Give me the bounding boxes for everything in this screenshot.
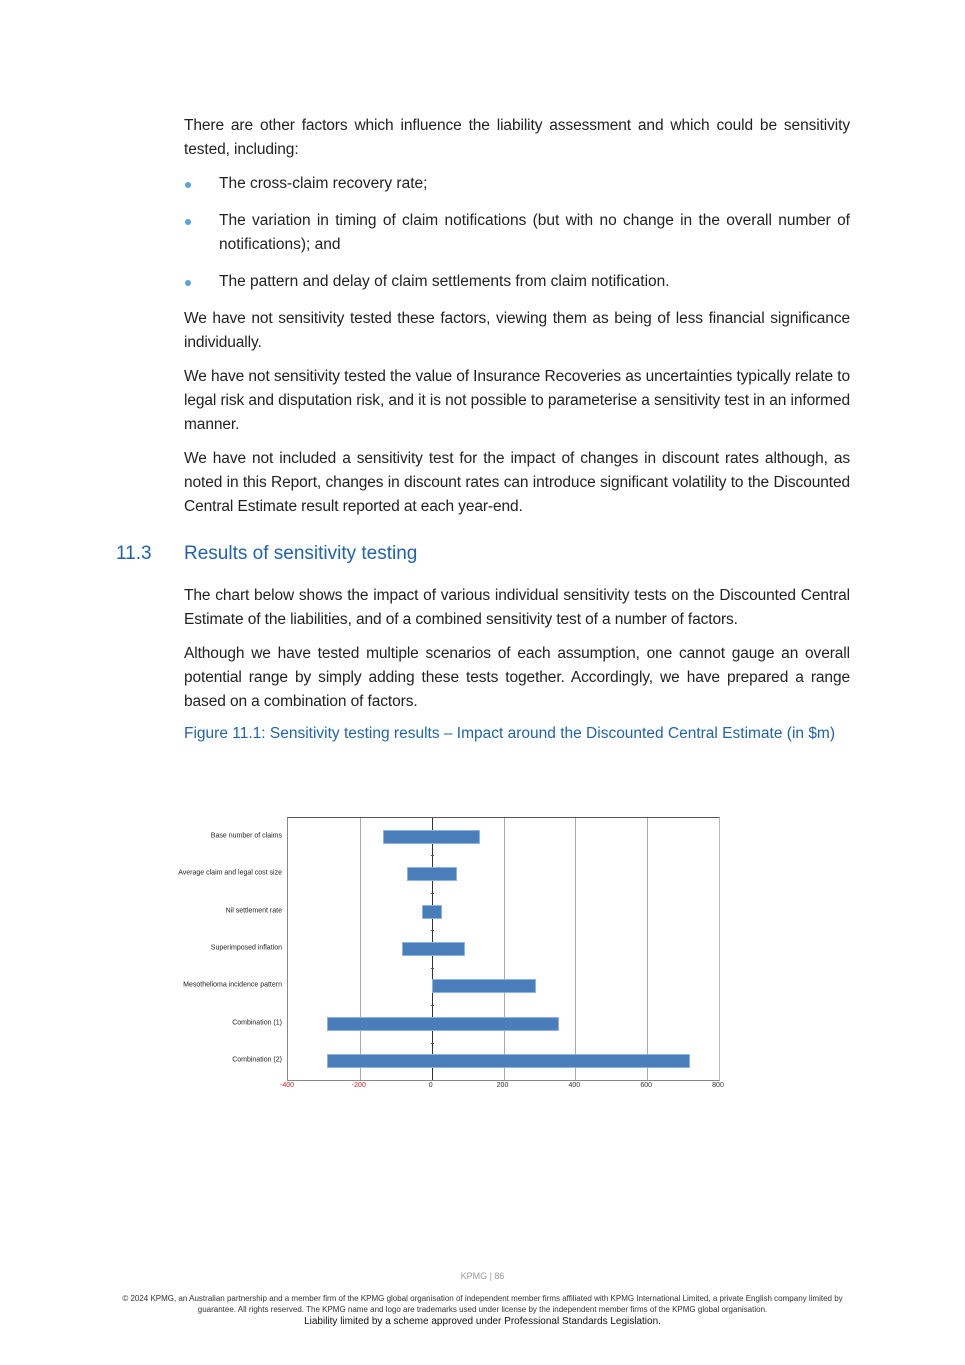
axis-tick <box>431 930 434 931</box>
paragraph: The chart below shows the impact of various individual sensitivity tests on the Discounted Central Estimate of the liabilities, and of a combined sensitivity test of a number of factors. <box>184 587 850 628</box>
bar <box>407 867 457 881</box>
x-tick-label: -200 <box>351 1082 366 1089</box>
bar <box>327 1017 559 1031</box>
axis-tick <box>431 1043 434 1044</box>
x-tick-label: -400 <box>279 1082 295 1089</box>
x-tick-label: 400 <box>568 1082 581 1089</box>
intro-paragraph: There are other factors which influence the liability assessment and which could be sensitivity tested, including: <box>184 117 850 158</box>
results-section <box>184 584 850 744</box>
plot-area <box>287 817 720 1081</box>
list-item: The cross-claim recovery rate; <box>184 172 850 196</box>
category-label: Superimposed inflation <box>210 944 282 952</box>
bar <box>383 830 480 844</box>
factor-list <box>184 172 850 294</box>
axis-tick <box>431 893 434 894</box>
bullet-icon <box>185 280 191 286</box>
x-tick-label: 600 <box>640 1082 652 1089</box>
bar <box>432 979 536 993</box>
paragraph: We have not sensitivity tested the value of Insurance Recoveries as uncertainties typically relate to legal risk and disputation risk, and it is not possible to parameterise a sensitivity test in an informed manner. <box>184 368 850 433</box>
gridline <box>360 818 361 1080</box>
category-label: Combination (1) <box>232 1019 282 1027</box>
list-item: The variation in timing of claim notifications (but with no change in the overall number of notifications); and <box>184 209 850 257</box>
bar <box>422 905 442 919</box>
sensitivity-chart <box>180 810 740 1100</box>
bar <box>327 1054 690 1068</box>
section-heading <box>116 543 417 565</box>
category-label: Combination (2) <box>232 1056 282 1064</box>
copyright-notice: © 2024 KPMG, an Australian partnership and a member firm of the KPMG global organisation of independent member firms affiliated with KPMG International Limited, a private English company limited by guarantee. All rights reserved. The KPMG name and logo are trademarks used under license by the independent member firms of the KPMG global organisation. <box>122 1294 843 1314</box>
x-tick-label: 200 <box>496 1082 509 1089</box>
axis-tick <box>431 968 434 969</box>
gridline <box>575 818 576 1080</box>
axis-tick <box>431 1005 434 1006</box>
gridline <box>647 818 648 1080</box>
category-label: Base number of claims <box>210 832 282 840</box>
paragraph: Although we have tested multiple scenarios of each assumption, one cannot gauge an overall potential range by simply adding these tests together. Accordingly, we have prepared a range based on a combination of factors. <box>184 645 850 710</box>
paragraph: We have not included a sensitivity test for the impact of changes in discount rates although, as noted in this Report, changes in discount rates can introduce significant volatility to the Discounted Central Estimate result reported at each year-end. <box>184 450 850 515</box>
liability-notice: Liability limited by a scheme approved under Professional Standards Legislation. <box>304 1316 661 1327</box>
section-number: 11.3 <box>116 543 152 564</box>
category-label: Nil settlement rate <box>225 907 282 915</box>
bullet-icon <box>185 219 191 225</box>
list-item: The pattern and delay of claim settlements from claim notification. <box>184 270 850 294</box>
section-title: Results of sensitivity testing <box>184 543 418 564</box>
gridline <box>504 818 505 1080</box>
intro-section <box>184 114 850 529</box>
x-tick-label: 800 <box>712 1082 724 1089</box>
page-number: KPMG | 86 <box>460 1271 505 1281</box>
bullet-icon <box>185 182 191 188</box>
category-label: Average claim and legal cost size <box>178 869 282 877</box>
figure-caption: Figure 11.1: Sensitivity testing results – Impact around the Discounted Central Estimate (in $m) <box>184 725 836 742</box>
x-tick-label: 0 <box>428 1082 433 1089</box>
bar <box>402 942 465 956</box>
category-label: Mesothelioma incidence pattern <box>183 981 282 989</box>
axis-tick <box>431 855 434 856</box>
paragraph: We have not sensitivity tested these factors, viewing them as being of less financial significance individually. <box>184 310 850 351</box>
